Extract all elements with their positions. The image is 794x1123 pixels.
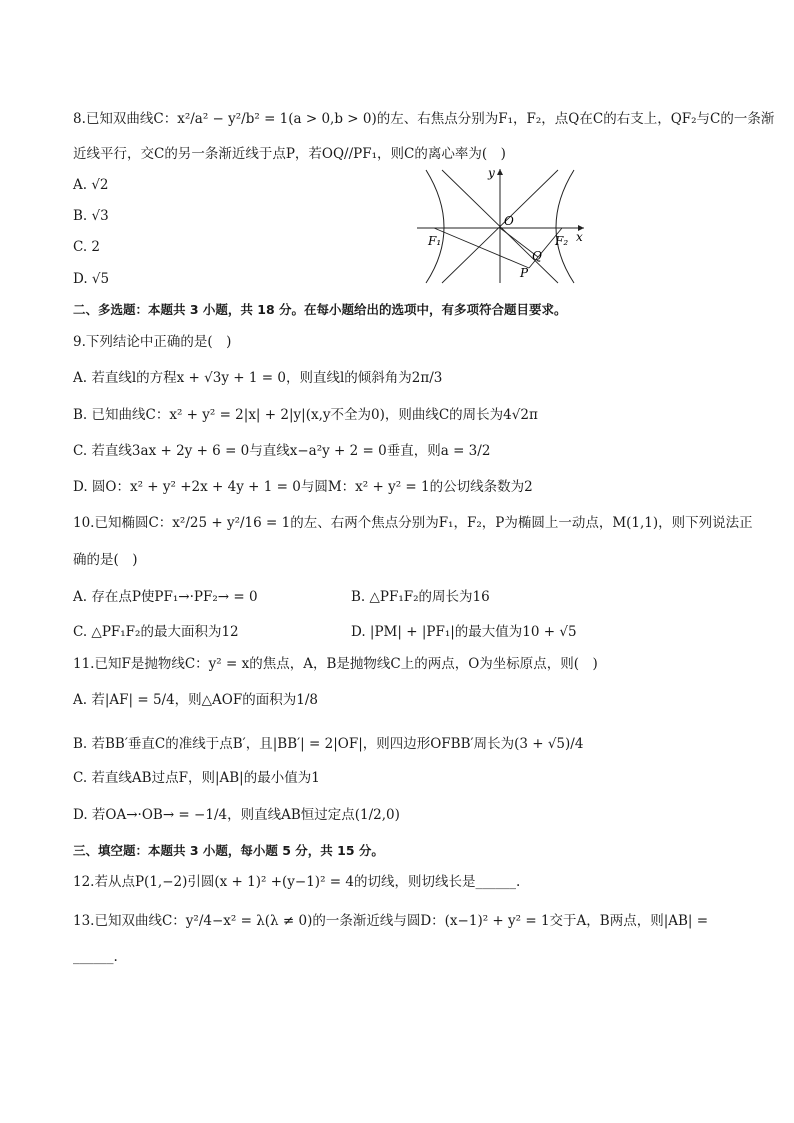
fig-label-f2: F₂ bbox=[555, 234, 569, 248]
q8-stem-line1: 8.已知双曲线C：x²/a² − y²/b² = 1(a > 0,b > 0)的左、右焦点分别为F₁，F₂，点Q在C的右支上，QF₂与C的一条渐 bbox=[73, 111, 775, 127]
q10-stem-line2: 确的是( ) bbox=[73, 552, 138, 568]
q8-stem-line2: 近线平行，交C的另一条渐近线于点P，若OQ//PF₁，则C的离心率为( ) bbox=[73, 146, 506, 162]
q11-option-b: B. 若BB′垂直C的准线于点B′，且|BB′| = 2|OF|，则四边形OFBB′周长为(3 + √5)/4 bbox=[73, 736, 584, 752]
section-2-heading: 二、多选题：本题共 3 小题，共 18 分。在每小题给出的选项中，有多项符合题目要求。 bbox=[73, 302, 567, 317]
q13-stem-line2: ______. bbox=[73, 949, 118, 965]
q12-stem: 12.若从点P(1,−2)引圆(x + 1)² +(y−1)² = 4的切线，则切线长是______. bbox=[73, 874, 521, 890]
hyperbola-figure bbox=[412, 165, 592, 285]
q9-stem: 9.下列结论中正确的是( ) bbox=[73, 334, 232, 350]
fig-label-o: O bbox=[504, 214, 514, 228]
q13-stem-line1: 13.已知双曲线C：y²/4−x² = λ(λ ≠ 0)的一条渐近线与圆D：(x−1)² + y² = 1交于A，B两点，则|AB| = bbox=[73, 913, 709, 929]
q10-option-d: D. |PM| + |PF₁|的最大值为10 + √5 bbox=[351, 624, 577, 640]
q10-option-c: C. △PF₁F₂的最大面积为12 bbox=[73, 624, 239, 640]
q9-option-b: B. 已知曲线C：x² + y² = 2|x| + 2|y|(x,y不全为0)，则曲线C的周长为4√2π bbox=[73, 407, 538, 423]
fig-label-p: P bbox=[520, 266, 529, 280]
q11-option-d: D. 若OA→·OB→ = −1/4，则直线AB恒过定点(1/2,0) bbox=[73, 807, 400, 823]
section-3-heading: 三、填空题：本题共 3 小题，每小题 5 分，共 15 分。 bbox=[73, 843, 384, 858]
fig-label-q: Q bbox=[532, 249, 542, 263]
q8-option-a: A. √2 bbox=[73, 177, 109, 193]
q11-stem: 11.已知F是抛物线C：y² = x的焦点，A，B是抛物线C上的两点，O为坐标原点，则( ) bbox=[73, 656, 598, 672]
q9-option-a: A. 若直线l的方程x + √3y + 1 = 0，则直线l的倾斜角为2π/3 bbox=[73, 370, 443, 386]
q8-option-d: D. √5 bbox=[73, 271, 110, 287]
fig-label-f1: F₁ bbox=[428, 234, 442, 248]
q9-option-d: D. 圆O：x² + y² +2x + 4y + 1 = 0与圆M：x² + y² = 1的公切线条数为2 bbox=[73, 479, 533, 495]
q10-stem-line1: 10.已知椭圆C：x²/25 + y²/16 = 1的左、右两个焦点分别为F₁，F₂，P为椭圆上一动点，M(1,1)，则下列说法正 bbox=[73, 515, 753, 531]
q11-option-a: A. 若|AF| = 5/4，则△AOF的面积为1/8 bbox=[73, 692, 318, 708]
q10-option-b: B. △PF₁F₂的周长为16 bbox=[351, 589, 490, 605]
q8-option-c: C. 2 bbox=[73, 239, 101, 255]
q11-option-c: C. 若直线AB过点F，则|AB|的最小值为1 bbox=[73, 770, 320, 786]
q9-option-c: C. 若直线3ax + 2y + 6 = 0与直线x−a²y + 2 = 0垂直，则a = 3/2 bbox=[73, 443, 491, 459]
q10-option-a: A. 存在点P使PF₁→·PF₂→ = 0 bbox=[73, 589, 258, 605]
fig-label-y: y bbox=[488, 166, 495, 180]
fig-label-x: x bbox=[576, 230, 583, 244]
q8-option-b: B. √3 bbox=[73, 208, 109, 224]
